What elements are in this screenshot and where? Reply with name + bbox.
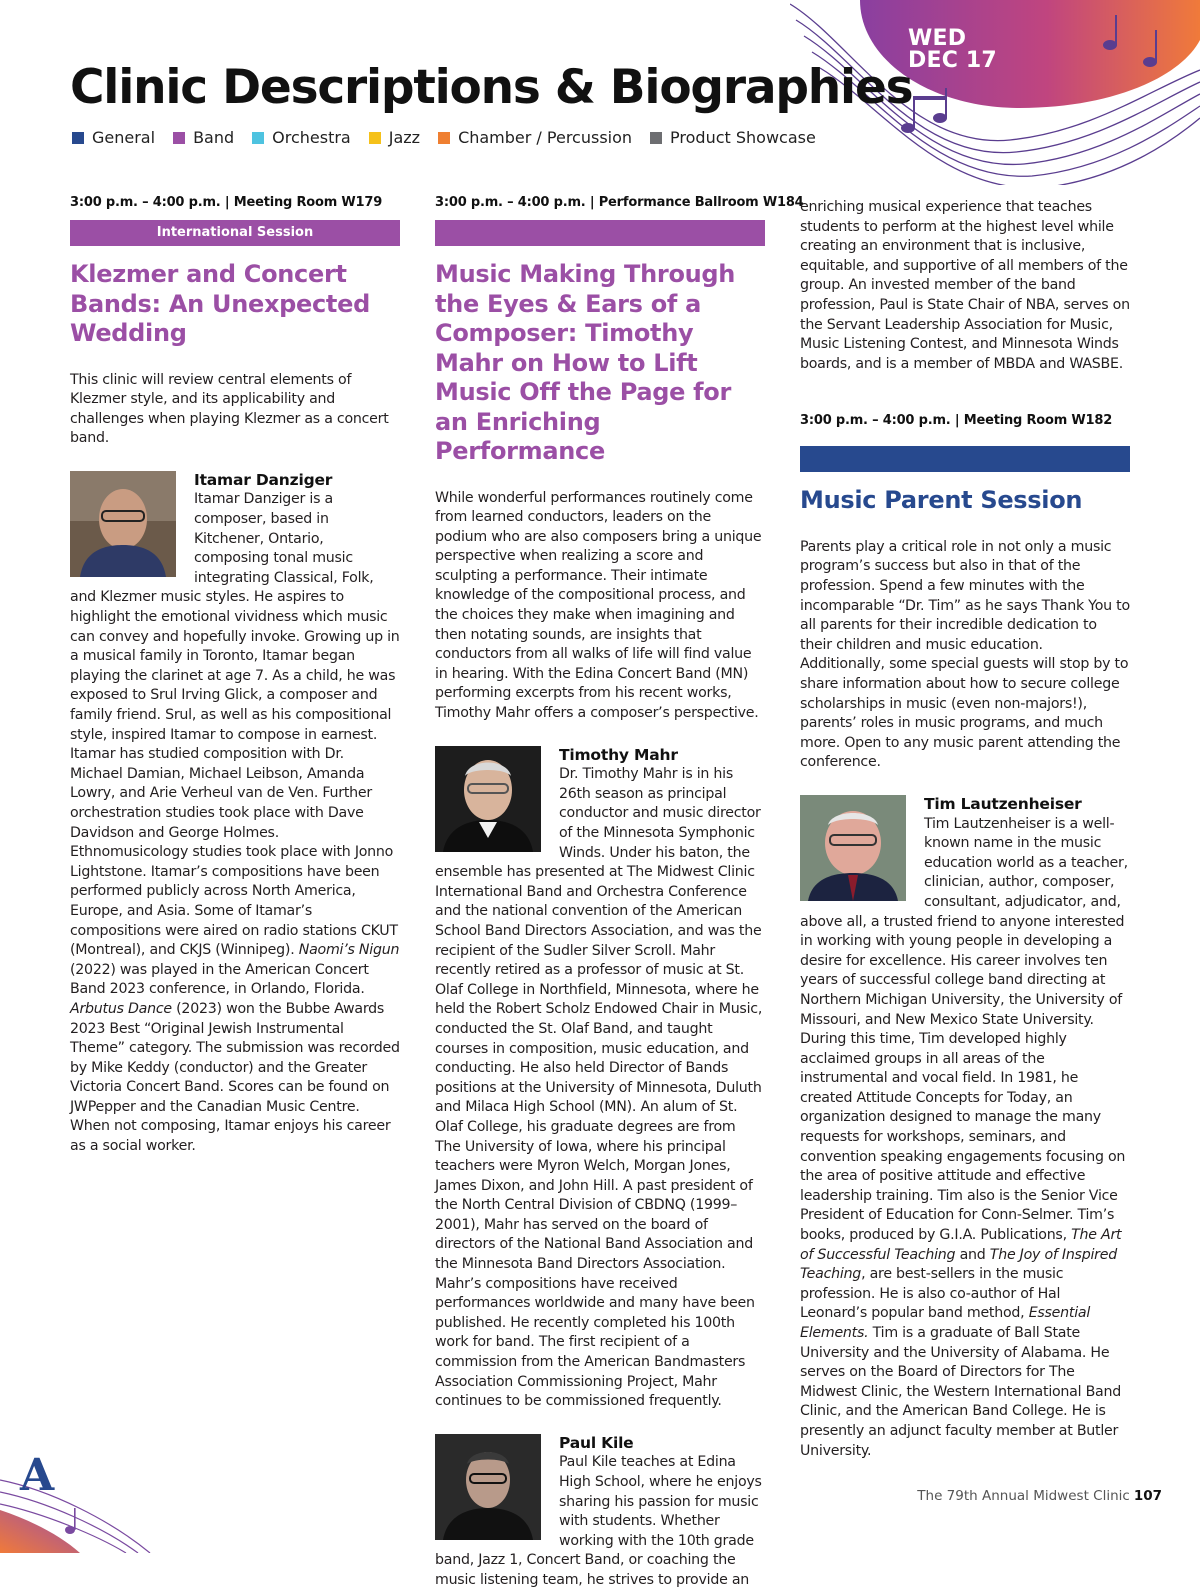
legend-item-orchestra [252, 128, 351, 147]
bio-text-part: and [955, 1246, 990, 1263]
presenter-name: Timothy Mahr [559, 745, 678, 764]
presenter-name: Paul Kile [559, 1433, 634, 1452]
category-legend [72, 128, 834, 147]
bio-text-part: Itamar Danziger is a composer, based in Kitchener, Ontario, composing tonal music integrating Classical, Folk, and Klezmer music styles. He aspires to highlight the emotional vividness which music can convey and hopefully invoke. Growing up in a musical family in Toronto, Itamar began playing the clarinet at age 7. As a child, he was exposed to Srul Irving Glick, a composer and family friend. Srul, as well as his compositional style, inspired Itamar to compose in earnest. Itamar has studied composition with Dr. Michael Damian, Michael Leibson, Amanda Lowry, and Arie Verheul van de Ven. Further orchestration studies took place with Dave Davidson and George Holmes. Ethnomusicology studies took place with Jonno Lightstone. Itamar’s compositions have been performed publicly across North America, Europe, and Asia. Some of Itamar’s compositions were aired on radio stations CKUT (Montreal), and CKJS (Winnipeg). [70, 491, 400, 959]
legend-item-product-showcase [650, 128, 816, 147]
book-title: Essential Elements. [800, 1305, 1091, 1341]
bio-text-part: Tim is a graduate of Ball State University and the University of Alabama. He serves on the Board of Directors for The Midwest Clinic, the Western International Band Clinic, and the American Band College. He is presently an adjunct faculty member at Butler University. [800, 1325, 1121, 1459]
presenter-photo [70, 471, 176, 577]
legend-item-chamber [438, 128, 632, 147]
session-time: 3:00 p.m. – 4:00 p.m. | Meeting Room W179 [70, 195, 383, 210]
page-title: Clinic Descriptions & Biographies [70, 60, 913, 115]
presenter-bio [800, 795, 1130, 1461]
bio-text-part: Tim Lautzenheiser is a well-known name in the music education world as a teacher, clinician, author, composer, consultant, adjudicator, and, above all, a trusted friend to anyone interested in working with young people in developing a desire for excellence. His career involves ten years of successful college band directing at Northern Michigan University, the University of Missouri, and New Mexico State University. During this time, Tim developed highly acclaimed groups in all areas of the instrumental and vocal field. In 1981, he created Attitude Concepts for Today, an organization designed to manage the many requests for workshops, seminars, and convention speaking engagements focusing on the area of positive attitude and effective leadership training. Tim also is the Senior Vice President of Education for Conn-Selmer. Tim’s books, produced by G.I.A. Publications, [800, 815, 1128, 1244]
presenter-bio [70, 471, 400, 1157]
book-title: The Joy of Inspired Teaching [800, 1246, 1117, 1283]
session-time: 3:00 p.m. – 4:00 p.m. | Performance Ballroom W184 [435, 195, 804, 210]
legend-item-general [72, 128, 155, 147]
session-category-band [800, 446, 1130, 472]
page-number: 107 [1133, 1488, 1162, 1504]
music-note-icon [65, 1508, 76, 1534]
legend-label: Orchestra [272, 128, 351, 147]
session-description: Parents play a critical role in not only a music program’s success but also in that of the profession. Spend a few minutes with the incomparable “Dr. Tim” as he says Thank You to all parents for their incredible dedication to their children and music education. Additionally, some special guests will stop by to share information about how to secure college scholarships in music (even non-majors!), parents’ roles in music programs, and much more. Open to any music parent attending the conference. [800, 538, 1130, 771]
bio-text-part: , are best-sellers in the music profession. He is also co-author of Hal Leonard’s popular band method, [800, 1266, 1064, 1322]
presenter-bio [435, 746, 765, 1412]
session-description: This clinic will review central elements of Klezmer style, and its applicability and challenges when playing Klezmer as a concert band. [70, 371, 389, 447]
legend-swatch [252, 132, 264, 144]
legend-item-band [173, 128, 234, 147]
legend-swatch [369, 132, 381, 144]
presenter-bio-text: Paul Kile teaches at Edina High School, where he enjoys sharing his passion for music with students. Whether working with the 10th grade band, Jazz 1, Concert Band, or coaching the music listening team, he strives to provide an [435, 1454, 762, 1588]
presenter-name: Itamar Danziger [194, 470, 333, 489]
session-description: While wonderful performances routinely come from learned conductors, leaders on the podium who are also composers bring a unique perspective when realizing a score and sculpting a performance. Their intimate knowledge of the compositional process, and the choices they make when imagining and then notating sounds, are insights that conductors from all walks of life will find value in hearing. With the Edina Concert Band (MN) performing excerpts from his recent works, Timothy Mahr offers a composer’s perspective. [435, 489, 762, 722]
publication-name: The 79th Annual Midwest Clinic [917, 1488, 1130, 1504]
legend-label: Product Showcase [670, 128, 816, 147]
legend-swatch [438, 132, 450, 144]
date-badge [908, 28, 997, 72]
work-title: Arbutus Dance [70, 1000, 172, 1017]
continued-bio-text: enriching musical experience that teaches students to perform at the highest level while creating an environment that is inclusive, equitable, and supportive of all members of the group. An invested member of the band profession, Paul is State Chair of NBA, serves on the Servant Leadership Association for Music, Music Listening Contest, and Minnesota Winds boards, and is a member of MBDA and WASBE. [800, 199, 1130, 372]
presenter-bio [435, 1434, 765, 1591]
legend-label: General [92, 128, 156, 147]
bio-text-part: (2023) won the Bubbe Awards 2023 Best “Original Jewish Instrumental Theme” category. The submission was recorded by Mike Keddy (conductor) and the Greater Victoria Concert Band. Scores can be found on JWPepper and the Canadian Music Centre. When not composing, Itamar enjoys his career as a social worker. [70, 1000, 400, 1155]
date-label: DEC 17 [908, 48, 997, 73]
legend-label: Band [193, 128, 235, 147]
session-column-1 [70, 192, 400, 1157]
presenter-bio-text [70, 490, 400, 1156]
session-category-band [435, 220, 765, 246]
date-day: WED [908, 26, 967, 51]
book-title: The Art of Successful Teaching [800, 1227, 1122, 1263]
legend-swatch [173, 132, 185, 144]
legend-swatch [72, 132, 84, 144]
bio-text-part: (2022) was played in the American Concert Band 2023 conference, in Orlando, Florida. [70, 961, 369, 998]
presenter-bio-text [800, 815, 1130, 1462]
legend-label: Jazz [388, 128, 421, 147]
work-title: Naomi’s Nigun [298, 942, 400, 959]
session-category-band: International Session [70, 220, 400, 246]
session-title: Klezmer and Concert Bands: An Unexpected Wedding [70, 260, 370, 347]
svg-text:A: A [20, 1450, 55, 1501]
legend-item-jazz [369, 128, 420, 147]
session-column-3 [800, 198, 1130, 1461]
legend-label: Chamber / Percussion [458, 128, 633, 147]
presenter-name: Tim Lautzenheiser [924, 794, 1082, 813]
session-column-2 [435, 192, 804, 1591]
presenter-photo [435, 746, 541, 852]
music-clef-decoration [0, 1440, 160, 1553]
session-title: Music Parent Session [800, 486, 1083, 515]
session-time: 3:00 p.m. – 4:00 p.m. | Meeting Room W182 [800, 413, 1113, 429]
legend-swatch [650, 132, 662, 144]
presenter-photo [800, 795, 906, 901]
presenter-bio-text: Dr. Timothy Mahr is in his 26th season as principal conductor and music director of the Minnesota Symphonic Winds. Under his baton, the ensemble has presented at The Midwest Clinic International Band and Orchestra Conference and the national convention of the American School Band Directors Association, and was the recipient of the Sudler Silver Scroll. Mahr recently retired as a professor of music at St. Olaf College in Northfield, Minnesota, where he held the Robert Scholz Endowed Chair in Music, conducted the St. Olaf Band, and taught courses in composition, music education, and conducting. He also held Director of Bands positions at the University of Minnesota, Duluth and Milaca High School (MN). An alum of St. Olaf College, his graduate degrees are from The University of Iowa, where his principal teachers were Myron Welch, Morgan Jones, James Dixon, and John Hill. A past president of the North Central Division of CBDNQ (1999–2001), Mahr has served on the board of directors of the National Band Association and the Minnesota Band Directors Association. Mahr’s compositions have received performances worldwide and many have been published. He recently completed his 100th work for band. The first recipient of a commission from the American Bandmasters Association Commissioning Project, Mahr continues to be commissioned frequently. [435, 766, 763, 1410]
page-footer [917, 1488, 1162, 1504]
session-title: Music Making Through the Eyes & Ears of a Composer: Timothy Mahr on How to Lift Music Off the Page for an Enriching Performance [435, 260, 736, 465]
presenter-photo [435, 1434, 541, 1540]
